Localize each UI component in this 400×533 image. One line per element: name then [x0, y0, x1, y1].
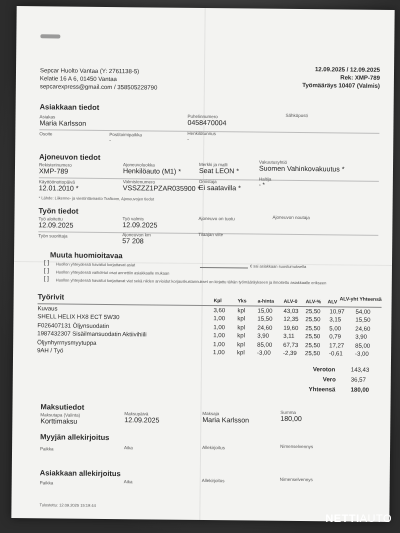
company-name: Sepcar Huolto Vantaa (Y: 2761138-5): [39, 68, 140, 76]
item-total: -3,00: [355, 351, 369, 358]
item-alv: 17,27: [329, 342, 345, 350]
notes-line-2: Huollon yhteydessä vaihdetut osat annettiin asiakkaalle mukaan: [55, 269, 170, 276]
net-total-label: Veroton: [312, 367, 336, 374]
phone-label: Puhelinnumero: [187, 113, 218, 120]
payment-date-label: Maksupäivä: [124, 411, 149, 417]
vehicle-reg: XMP-789: [38, 168, 69, 176]
intro-date-label: Käyttöönottopäivä: [38, 179, 75, 185]
col-alv0: ALV-0: [283, 298, 298, 305]
work-ready-date: 12.09.2025: [122, 222, 158, 230]
item-unit: kpl: [237, 350, 245, 357]
vehicle-mileage: 57 208: [122, 238, 144, 246]
item-total: 15,50: [355, 317, 371, 325]
tax-value: 36,57: [350, 377, 366, 384]
item-alv-pct: 25,50: [305, 351, 321, 358]
items-section-title: Työrivit: [37, 292, 65, 302]
col-kpl: Kpl: [213, 298, 222, 305]
notes-line-1-suffix: € sai asiakkaan suostumuksella: [249, 263, 307, 270]
item-alv: 3,15: [329, 317, 342, 324]
col-total: ALV-yht Yhteensä: [339, 296, 382, 303]
item-description: 1987432307 Sisäilmansuodatin Aktiivihiili: [37, 331, 147, 339]
customer-name-label: Asiakas: [39, 114, 56, 120]
notes-line-1: Huollon yhteydessä havaitut korjattavat asiat: [55, 261, 136, 268]
work-order-number: Työmääräys 10407 (Valmis): [302, 83, 380, 90]
item-unit: kpl: [237, 308, 246, 315]
vehicle-insurer: Suomen Vahinkovakuutus *: [258, 165, 345, 174]
item-alv: 0,79: [329, 334, 341, 341]
item-alv0: 43,03: [283, 308, 299, 316]
printed-timestamp: Tulostettu: 12.09.2025 15:19:44: [39, 502, 96, 508]
item-unit: kpl: [237, 316, 246, 323]
payment-amount: 180,00: [280, 415, 302, 424]
payment-method: Korttimaksu: [40, 418, 78, 426]
work-start-label: Työ aloitettu: [38, 216, 63, 222]
order-dates: 12.09.2025 / 12.09.2025: [314, 67, 381, 74]
item-total: 54,00: [355, 309, 371, 316]
staple-mark: [40, 34, 60, 38]
vehicle-class: Henkilöauto (M1) *: [122, 168, 181, 176]
notes-line-3: Huollon yhteydessä havaitut korjattavat viat sekä niiden arvioidut korjauskustannukset on kirjattu tähän työmääräykseen ja ilmoitettu asiakkaalle erikseen: [55, 277, 327, 286]
vehicle-vin: VSSZZZ1PZAR035900 *: [122, 185, 201, 193]
customer-signature-label: Allekirjoitus: [201, 477, 225, 484]
item-alv-pct: 25,50: [305, 317, 321, 324]
seller-sign-title: Myyjän allekirjoitus: [40, 432, 110, 443]
payment-method-label: Maksutapa (Valinta): [40, 412, 81, 418]
item-qty: 1,00: [213, 341, 225, 348]
reference-label: Tilaajan viite: [198, 231, 224, 238]
seller-signature-label: Allekirjoitus: [202, 445, 225, 451]
net-total-value: 143,43: [350, 367, 370, 374]
personal-id-label: Henkilötunnus: [187, 130, 216, 137]
item-unit: kpl: [237, 333, 245, 340]
payer-name: Maria Karlsson: [202, 417, 250, 425]
work-start-date: 12.09.2025: [38, 222, 74, 230]
notes-bracket: [ ]: [43, 268, 49, 275]
item-alv: -0,61: [329, 351, 343, 358]
item-total: 24,60: [355, 326, 371, 333]
notes-bracket: [ ]: [43, 276, 49, 283]
item-description: Öljynhyrrnysmyytuppa: [37, 339, 97, 347]
item-alv0: 67,73: [283, 342, 299, 349]
payment-section-title: Maksutiedot: [40, 402, 85, 412]
vehicle-section-title: Ajoneuvon tiedot: [39, 152, 101, 162]
tax-label: Vero: [322, 377, 336, 384]
postal-value: -: [109, 138, 111, 145]
item-qty: 1,00: [213, 316, 226, 323]
vehicle-make: Seat LEON *: [198, 167, 240, 176]
payer-label: Maksaja: [202, 411, 220, 417]
item-unit-price: 85,00: [257, 342, 273, 349]
customer-time-label: Aika: [123, 479, 133, 485]
nettiauto-watermark: [325, 513, 392, 525]
seller-time-label: Aika: [124, 445, 133, 451]
item-total: 3,90: [355, 334, 367, 341]
vehicle-class-label: Ajoneuvoluokka: [123, 162, 155, 168]
col-alv-pct: ALV-%: [305, 299, 322, 306]
watermark-right: AUTO: [359, 513, 392, 525]
item-alv: 5,00: [329, 326, 342, 333]
vin-label: Valmistenumero: [122, 179, 156, 185]
work-order-document: [11, 6, 394, 522]
item-alv: 10,97: [329, 309, 345, 316]
item-qty: 1,00: [213, 324, 226, 332]
customer-name-label: Nimenselvennys: [279, 476, 313, 483]
grand-total-value: 180,00: [350, 387, 370, 394]
seller-place-label: Paikka: [40, 446, 54, 452]
item-unit: kpl: [237, 325, 246, 332]
item-description: 9AH / Työ: [37, 348, 64, 355]
traficom-source-note: * Lähde: Liikenne- ja viestintävirasto Traficom, Ajoneuvojen tiedot: [38, 195, 155, 202]
vehicle-reg-label: Rekisterinumero: [39, 162, 72, 168]
watermark-left: NETTI: [325, 513, 360, 525]
company-contact: sepcarexpress@gmail.com / 358505228790: [39, 84, 158, 92]
item-alv-pct: 25,50: [305, 325, 321, 333]
notes-bracket: [ ]: [43, 260, 50, 267]
worker-label: Työn suorittaja: [38, 233, 68, 239]
seller-name-label: Nimenselvennys: [280, 443, 314, 450]
postal-label: Postitoimipaikka: [109, 132, 142, 138]
company-address: Kelatie 16 A 6, 01450 Vantaa: [39, 76, 117, 84]
item-description: F026407131 Öljynsuodatin: [37, 323, 110, 330]
grand-total-label: Yhteensä: [308, 387, 336, 394]
item-alv0: 3,11: [283, 334, 295, 341]
vehicle-owner: Ei saatavilla *: [198, 184, 241, 193]
item-qty: 3,60: [213, 308, 226, 315]
customer-phone: 0458470004: [187, 119, 227, 128]
insurer-label: Vakuutusyhtiö: [259, 159, 288, 165]
holder-label: Haltija: [258, 176, 272, 182]
personal-id-value: -: [187, 136, 190, 143]
col-alv: ALV: [327, 299, 338, 306]
arrival-label: Ajoneuvo on tuotu: [198, 215, 235, 222]
customer-name: Maria Karlsson: [39, 120, 87, 128]
mileage-label: Ajoneuvon km: [122, 232, 151, 238]
item-unit-price: 24,60: [257, 325, 273, 332]
make-model-label: Merkki ja malli: [199, 161, 228, 168]
item-unit-price: 15,50: [257, 316, 273, 324]
item-alv-pct: 25,50: [305, 334, 321, 341]
vehicle-holder: - *: [258, 182, 265, 189]
item-description: SHELL HELIX HX8 ECT 5W30: [37, 314, 120, 322]
col-unit-price: a-hinta: [257, 298, 275, 305]
item-unit: kpl: [237, 341, 245, 349]
item-description: Kuvaus: [37, 306, 58, 313]
item-alv0: 19,60: [283, 325, 299, 332]
customer-sign-title: Asiakkaan allekirjoitus: [39, 468, 121, 479]
amount-label: Summa: [280, 409, 296, 415]
payment-date: 12.09.2025: [124, 417, 160, 425]
registration-number: Rek: XMP-789: [340, 75, 380, 82]
item-unit-price: -3,00: [257, 350, 271, 357]
customer-section-title: Asiakkaan tiedot: [39, 102, 100, 112]
customer-place-label: Paikka: [39, 480, 54, 486]
item-qty: 1,00: [213, 350, 225, 357]
item-alv-pct: 25,50: [305, 342, 321, 349]
item-qty: 1,00: [213, 333, 225, 340]
work-ready-label: Työ valmis: [122, 216, 144, 222]
pickup-label: Ajoneuvon noutaja: [272, 214, 310, 221]
email-label: Sähköposti: [285, 112, 308, 119]
item-unit-price: 3,90: [257, 333, 269, 340]
item-unit-price: 15,00: [257, 308, 273, 315]
owner-label: Omistaja: [198, 178, 217, 185]
item-alv0: -2,39: [283, 350, 297, 357]
item-total: 85,00: [355, 343, 371, 350]
item-alv-pct: 25,50: [305, 309, 321, 316]
col-yks: Yks: [237, 298, 247, 305]
item-alv0: 12,35: [283, 317, 299, 324]
vehicle-intro-date: 12.01.2010 *: [38, 185, 79, 193]
amount-blank-line: [200, 267, 248, 269]
address-label: Osoite: [39, 131, 53, 137]
work-section-title: Työn tiedot: [38, 206, 79, 216]
notes-section-title: Muuta huomioitavaa: [50, 250, 123, 261]
